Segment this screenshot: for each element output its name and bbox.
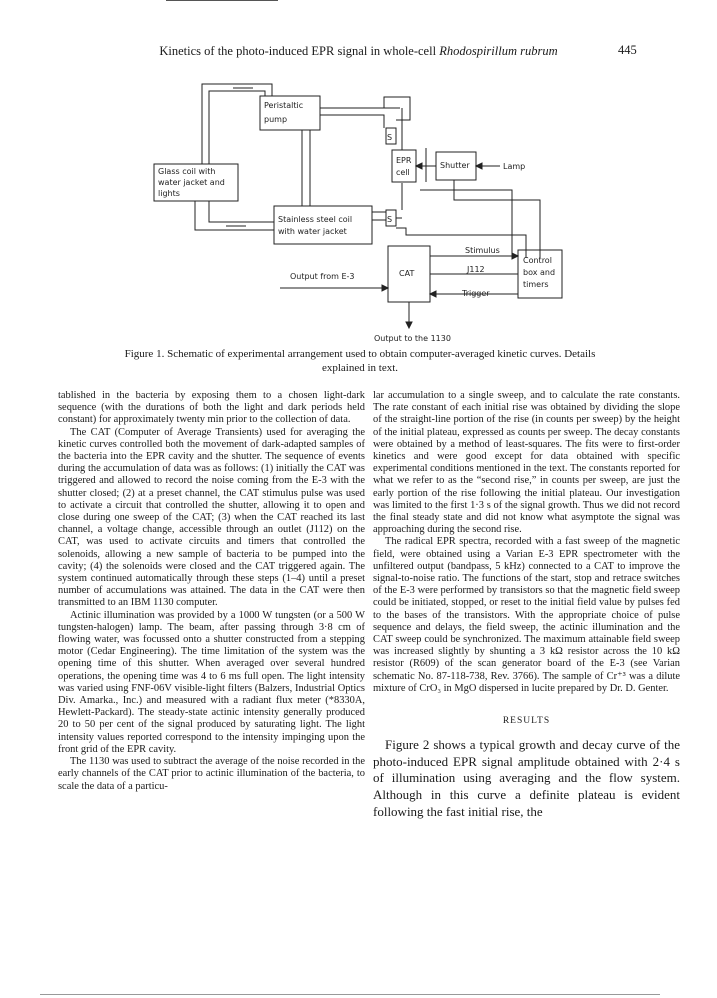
valve-top-label: S (387, 133, 393, 142)
steel-coil-box (274, 206, 372, 244)
stimulus-label: Stimulus (465, 246, 500, 255)
epr-cell-label-2: cell (396, 168, 410, 177)
output-e3-label: Output from E-3 (290, 272, 355, 281)
body-column-left (58, 390, 365, 793)
paragraph: tablished in the bacteria by exposing them to a chosen light-dark sequence (with the durations of both the light and dark periods held constant) for approximately twenty min prior to the collection of data. (58, 390, 365, 426)
glass-coil-label-2: water jacket and (158, 178, 225, 187)
schematic-diagram (0, 0, 717, 345)
control-box-label-3: timers (523, 280, 549, 289)
paragraph: The 1130 was used to subtract the average of the noise recorded in the early channels of the CAT prior to actinic illumination of the bacteria, to scale the data of a particu- (58, 756, 365, 792)
peristaltic-pump-label-2: pump (264, 115, 288, 124)
trigger-label: Trigger (462, 289, 490, 298)
peristaltic-pump-label-1: Peristaltic (264, 101, 304, 110)
j112-label: J112 (467, 265, 485, 274)
paragraph: lar accumulation to a single sweep, and to calculate the rate constants. The rate constant of each initial rise was obtained by dividing the slope of the straight-line portion of the rise (in counts per sweep) by the height of the initial plateau, expressed as counts per sweep. The decay constants were obtained by a method of least-squares. The fits were to first-order kinetics and were good except for data obtained with specific experimental conditions mentioned in the text. The constants reported for what we refer to as the “second rise,” in counts per sweep, are just the early portion of the rise following the initial plateau. Our investigation was limited to the first 1·3 s of the signal growth. Thus we did not record the final steady state and did not know what asymptote the signal was approaching during the second rise. (373, 390, 680, 536)
output-1130-label: Output to the 1130 (374, 334, 451, 343)
control-box-label-2: box and (523, 268, 556, 277)
steel-coil-label-2: with water jacket (278, 227, 347, 236)
glass-coil-label-3: lights (158, 189, 180, 198)
running-title: Kinetics of the photo-induced EPR signal in whole-cell (159, 44, 440, 58)
valve-bottom-label: S (387, 215, 393, 224)
epr-cell-box (392, 150, 416, 182)
epr-cell-label-1: EPR (396, 156, 412, 165)
results-paragraph: Figure 2 shows a typical growth and decay curve of the photo-induced EPR signal amplitude obtained with 2·4 s of illumination using averaging and the flow system. Although in this curve a definite plateau is evident following the fast initial rise, the (373, 737, 680, 819)
page-number: 445 (618, 43, 637, 57)
steel-coil-label-1: Stainless steel coil (278, 215, 353, 224)
glass-coil-label-1: Glass coil with (158, 167, 216, 176)
shutter-label: Shutter (440, 161, 470, 170)
figure-caption-text: Schematic of experimental arrangement used to obtain computer-averaged kinetic curves. Details explained in text. (167, 348, 596, 374)
control-box-label-1: Control (523, 256, 552, 265)
paragraph: The radical EPR spectra, recorded with a fast sweep of the magnetic field, were obtained using a Varian E-3 EPR spectrometer with the unfiltered output (bandpass, 5 kHz) connected to a CAT to improve the signal-to-noise ratio. The functions of the start, stop and retrace switches of the E-3 were performed by transistors so that the magnetic field sweep could be initiated, stopped, or reset to the initial field value by pulses fed to the bases of the transistors. With the appropriate choice of pulse sequence and delays, the field sweep, the actinic illumination and the CAT sweep could be synchronized. The maximum attainable field sweep was increased slightly by shunting a 3 kΩ resistor across the 10 kΩ resistor (R609) of the scan generator board of the E-3 (see Varian schematic No. 87-118-738, Rev. 3766). The sample of Cr⁺³ was a dilute mixture of CrO₃ in MgO dispersed in lucite prepared by Dr. D. Genter. (373, 536, 680, 694)
lamp-label: Lamp (503, 162, 526, 171)
results-heading: RESULTS (502, 716, 551, 727)
body-column-right (373, 390, 680, 820)
paragraph: The CAT (Computer of Average Transients) used for averaging the kinetic curves controlled both the movement of dark-adapted samples of the bacteria into the EPR cavity and the shutter. The sequence of events during the accumulation of data was as follows: (1) initially the CAT was triggered and allowed to record the noise coming from the E-3 with the shutter closed; (2) at a preset channel, the CAT stimulus pulse was used to activate a circuit that controlled the shutter, allowing it to open and close during one sweep of the CAT; (3) when the CAT reached its last channel, a voltage change, accessible through an outlet (J112) on the CAT, was used to activate circuits and timers that controlled the solenoids, allowing a new sample of bacteria to be pumped into the cavity; (4) the solenoids were closed and the CAT triggered again. The system continued automatically through these steps (1–4) until a preset number of accumulations was attained. The data in the CAT were then transmitted to an IBM 1130 computer. (58, 426, 365, 609)
cat-label: CAT (399, 269, 415, 278)
figure-caption-label: Figure 1. (124, 348, 165, 360)
bottom-rule (40, 994, 660, 995)
paragraph: Actinic illumination was provided by a 1000 W tungsten (or a 500 W tungsten-halogen) lamp. The beam, after passing through 3·8 cm of flowing water, was focussed onto a shutter constructed from a stepping motor (Cedar Engineering). The time limitation of the system was the opening time of this shutter. When averaged over several hundred operations, the opening time was 4 to 6 ms full open. The light intensity was varied using FNF-06V visible-light filters (Balzers, Industrial Optics Div. Amarka., Inc.) and measured with a radiant flux meter (*8330A, Hewlett-Packard). The steady-state actinic intensity generally produced 20 to 50 per cent of the signal produced by saturating light. The light intensity values reported correspond to the intensity impinging upon the front grid of the EPR cavity. (58, 609, 365, 755)
running-title-italic: Rhodospirillum rubrum (439, 44, 558, 58)
figure-caption (110, 347, 610, 375)
